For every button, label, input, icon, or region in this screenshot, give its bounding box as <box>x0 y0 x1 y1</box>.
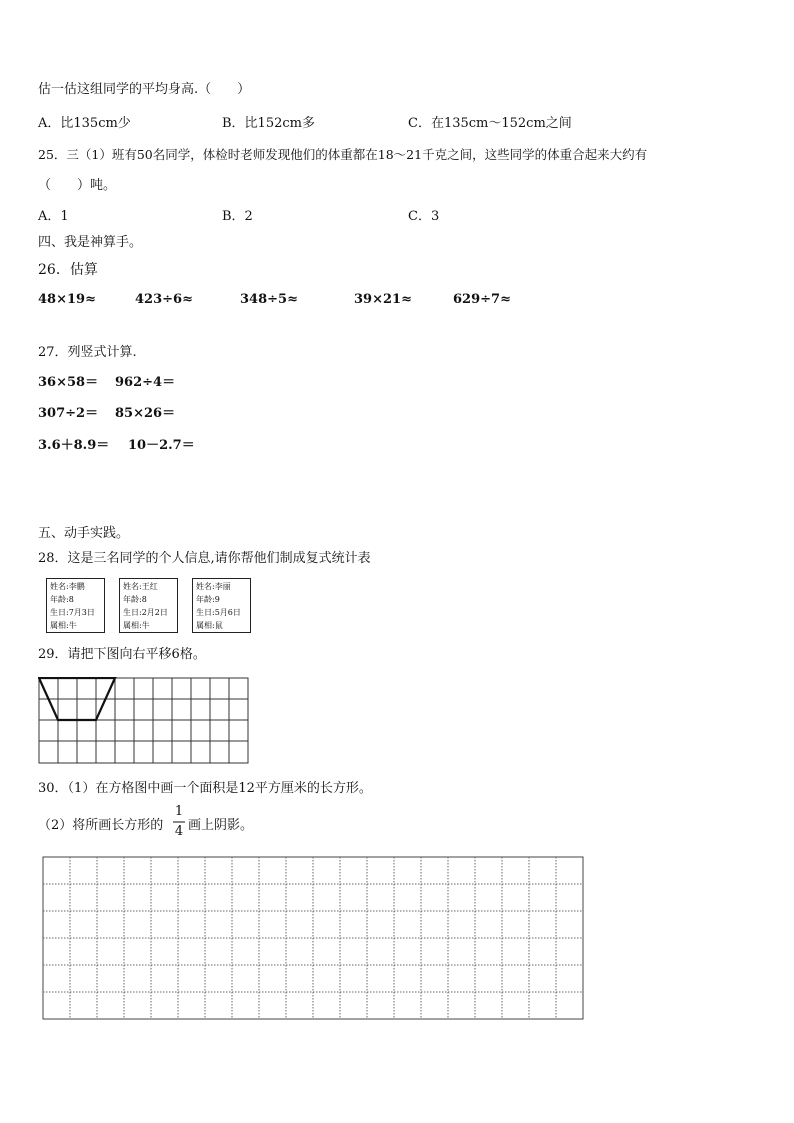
q29-title: 29．请把下图向右平移6格。 <box>38 647 206 662</box>
info-card-birthday: 生日:7月3日 <box>50 608 95 617</box>
q29-grid <box>38 677 250 765</box>
fraction-bar <box>173 821 185 823</box>
q25-option-c: C．3 <box>408 209 440 224</box>
q26-item: 629÷7≈ <box>453 292 511 307</box>
q25-stem-line1: 25．三（1）班有50名同学，体检时老师发现他们的体重都在18～21千克之间，这些同学的体重合起来大约有 <box>38 147 648 162</box>
info-card-name: 姓名:李丽 <box>196 582 231 591</box>
section-5-heading: 五、动手实践。 <box>38 526 130 541</box>
info-card <box>119 578 178 633</box>
q25-option-b: B．2 <box>222 209 253 224</box>
q24-option-c: C．在135cm～152cm之间 <box>408 116 572 131</box>
q30-line2-before: （2）将所画长方形的 <box>38 818 164 833</box>
info-card-name: 姓名:王红 <box>123 582 158 591</box>
q30-line2-after: 画上阴影。 <box>188 818 254 833</box>
info-card-zodiac: 属相:牛 <box>50 621 77 630</box>
q25-option-a: A．1 <box>38 209 69 224</box>
info-card-age: 年龄:8 <box>123 595 147 604</box>
q26-item: 423÷6≈ <box>135 292 193 307</box>
info-card-birthday: 生日:2月2日 <box>123 608 168 617</box>
q24-stem: 估一估这组同学的平均身高.（ ） <box>38 82 251 97</box>
q24-option-a: A．比135cm少 <box>38 116 131 131</box>
q30-line1: 30．（1）在方格图中画一个面积是12平方厘米的长方形。 <box>38 781 372 796</box>
q27-item: 962÷4＝ <box>115 375 176 390</box>
q30-dotted-grid[interactable] <box>42 856 584 1020</box>
q26-item: 48×19≈ <box>38 292 96 307</box>
q30-grid-lines <box>43 857 583 1019</box>
info-card <box>192 578 251 633</box>
info-card-age: 年龄:8 <box>50 595 74 604</box>
info-card-name: 姓名:李鹏 <box>50 582 85 591</box>
q27-item: 36×58＝ <box>38 375 99 390</box>
q28-title: 28．这是三名同学的个人信息,请你帮他们制成复式统计表 <box>38 551 371 566</box>
q25-stem-line2: （ ）吨。 <box>38 178 117 193</box>
info-card-age: 年龄:9 <box>196 595 220 604</box>
info-card-birthday: 生日:5月6日 <box>196 608 241 617</box>
q24-option-b: B．比152cm多 <box>222 116 315 131</box>
q26-item: 348÷5≈ <box>240 292 298 307</box>
info-card-zodiac: 属相:鼠 <box>196 621 223 630</box>
fraction-denominator: 4 <box>174 824 184 839</box>
info-card <box>46 578 105 633</box>
section-4-heading: 四、我是神算手。 <box>38 235 143 250</box>
q26-title: 26．估算 <box>38 262 98 278</box>
info-card-zodiac: 属相:牛 <box>123 621 150 630</box>
q27-title: 27．列竖式计算. <box>38 345 137 360</box>
q27-item: 85×26＝ <box>115 406 176 421</box>
q27-item: 3.6＋8.9＝ <box>38 438 110 453</box>
q27-item: 10－2.7＝ <box>128 438 195 453</box>
fraction-numerator: 1 <box>174 804 184 819</box>
q27-item: 307÷2＝ <box>38 406 99 421</box>
q26-item: 39×21≈ <box>354 292 412 307</box>
